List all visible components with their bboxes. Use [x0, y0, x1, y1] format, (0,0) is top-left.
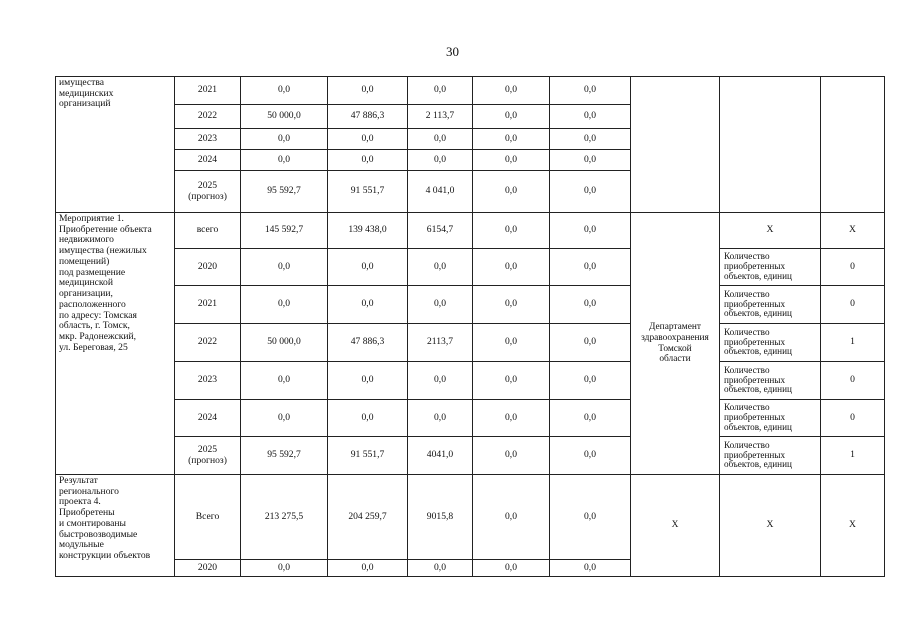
regional-cell: 0,0	[408, 286, 473, 324]
activity-name: Мероприятие 1. Приобретение объекта недвижимого имущества (нежилых помещений) под размещение медицинской организации, расположенного по адресу: Томская область, г. Томск, мкр. Радонежский, ул. Береговая, 25	[56, 213, 175, 475]
total-cell: 0,0	[241, 129, 328, 150]
total-cell: 213 275,5	[241, 475, 328, 560]
regional-cell: 0,0	[408, 150, 473, 171]
indicator-value-cell: 0	[821, 249, 885, 286]
table-row	[56, 213, 885, 249]
total-cell: 50 000,0	[241, 324, 328, 362]
total-cell: 0,0	[241, 560, 328, 577]
local-cell: 0,0	[473, 249, 550, 286]
other-cell: 0,0	[550, 400, 631, 437]
federal-cell: 91 551,7	[328, 171, 408, 213]
table-row	[56, 362, 885, 400]
year-cell: 2022	[175, 105, 241, 129]
regional-cell: 4 041,0	[408, 171, 473, 213]
local-cell: 0,0	[473, 324, 550, 362]
year-cell: 2025 (прогноз)	[175, 437, 241, 475]
federal-cell: 0,0	[328, 150, 408, 171]
year-cell: 2024	[175, 150, 241, 171]
federal-cell: 139 438,0	[328, 213, 408, 249]
indicator-value-cell: 0	[821, 286, 885, 324]
table-row	[56, 475, 885, 560]
indicator-value-cell: 1	[821, 324, 885, 362]
indicator-value-cell: 0	[821, 400, 885, 437]
federal-cell: 47 886,3	[328, 105, 408, 129]
regional-cell: 0,0	[408, 249, 473, 286]
department-cell: Х	[631, 475, 720, 577]
indicator-cell: Х	[720, 475, 821, 577]
federal-cell: 204 259,7	[328, 475, 408, 560]
local-cell: 0,0	[473, 129, 550, 150]
indicator-cell: Количество приобретенных объектов, единиц	[720, 286, 821, 324]
local-cell: 0,0	[473, 437, 550, 475]
regional-cell: 0,0	[408, 129, 473, 150]
other-cell: 0,0	[550, 105, 631, 129]
federal-cell: 0,0	[328, 249, 408, 286]
total-cell: 0,0	[241, 362, 328, 400]
local-cell: 0,0	[473, 171, 550, 213]
total-cell: 0,0	[241, 400, 328, 437]
total-cell: 0,0	[241, 286, 328, 324]
local-cell: 0,0	[473, 150, 550, 171]
department-cell	[631, 77, 720, 213]
table-row	[56, 286, 885, 324]
year-cell: 2020	[175, 249, 241, 286]
total-cell: 0,0	[241, 150, 328, 171]
federal-cell: 0,0	[328, 77, 408, 105]
regional-cell: 0,0	[408, 560, 473, 577]
other-cell: 0,0	[550, 249, 631, 286]
department-cell: Департамент здравоохранения Томской области	[631, 213, 720, 475]
local-cell: 0,0	[473, 362, 550, 400]
regional-cell: 2113,7	[408, 324, 473, 362]
local-cell: 0,0	[473, 560, 550, 577]
other-cell: 0,0	[550, 437, 631, 475]
federal-cell: 91 551,7	[328, 437, 408, 475]
local-cell: 0,0	[473, 475, 550, 560]
federal-cell: 0,0	[328, 560, 408, 577]
other-cell: 0,0	[550, 77, 631, 105]
table-row	[56, 324, 885, 362]
year-cell: 2020	[175, 560, 241, 577]
indicator-cell: Количество приобретенных объектов, единиц	[720, 249, 821, 286]
indicator-cell: Количество приобретенных объектов, единиц	[720, 437, 821, 475]
federal-cell: 0,0	[328, 400, 408, 437]
other-cell: 0,0	[550, 475, 631, 560]
table-row	[56, 400, 885, 437]
regional-cell: 0,0	[408, 77, 473, 105]
other-cell: 0,0	[550, 362, 631, 400]
federal-cell: 0,0	[328, 129, 408, 150]
total-cell: 0,0	[241, 249, 328, 286]
indicator-value-cell: Х	[821, 213, 885, 249]
other-cell: 0,0	[550, 129, 631, 150]
regional-cell: 4041,0	[408, 437, 473, 475]
regional-cell: 9015,8	[408, 475, 473, 560]
table-row	[56, 249, 885, 286]
other-cell: 0,0	[550, 150, 631, 171]
indicator-cell: Х	[720, 213, 821, 249]
local-cell: 0,0	[473, 77, 550, 105]
indicator-cell: Количество приобретенных объектов, единиц	[720, 400, 821, 437]
total-cell: 95 592,7	[241, 437, 328, 475]
regional-cell: 6154,7	[408, 213, 473, 249]
indicator-value-cell: Х	[821, 475, 885, 577]
local-cell: 0,0	[473, 400, 550, 437]
year-cell: Всего	[175, 475, 241, 560]
year-cell: 2024	[175, 400, 241, 437]
total-cell: 95 592,7	[241, 171, 328, 213]
activity-name: Результат регионального проекта 4. Приобретены и смонтированы быстровозводимые модульные конструкции объектов	[56, 475, 175, 577]
year-cell: всего	[175, 213, 241, 249]
year-cell: 2025 (прогноз)	[175, 171, 241, 213]
total-cell: 0,0	[241, 77, 328, 105]
other-cell: 0,0	[550, 286, 631, 324]
year-cell: 2021	[175, 77, 241, 105]
year-cell: 2022	[175, 324, 241, 362]
other-cell: 0,0	[550, 171, 631, 213]
other-cell: 0,0	[550, 213, 631, 249]
indicator-value-cell	[821, 77, 885, 213]
indicator-cell: Количество приобретенных объектов, единиц	[720, 362, 821, 400]
table-row	[56, 437, 885, 475]
regional-cell: 0,0	[408, 362, 473, 400]
regional-cell: 0,0	[408, 400, 473, 437]
regional-cell: 2 113,7	[408, 105, 473, 129]
local-cell: 0,0	[473, 286, 550, 324]
page-number: 30	[446, 44, 459, 59]
total-cell: 50 000,0	[241, 105, 328, 129]
year-cell: 2023	[175, 362, 241, 400]
indicator-value-cell: 1	[821, 437, 885, 475]
indicator-value-cell: 0	[821, 362, 885, 400]
year-cell: 2021	[175, 286, 241, 324]
total-cell: 145 592,7	[241, 213, 328, 249]
local-cell: 0,0	[473, 213, 550, 249]
other-cell: 0,0	[550, 324, 631, 362]
indicator-cell: Количество приобретенных объектов, единиц	[720, 324, 821, 362]
federal-cell: 47 886,3	[328, 324, 408, 362]
year-cell: 2023	[175, 129, 241, 150]
indicator-cell	[720, 77, 821, 213]
budget-table	[55, 76, 885, 577]
other-cell: 0,0	[550, 560, 631, 577]
local-cell: 0,0	[473, 105, 550, 129]
activity-name: имущества медицинских организаций	[56, 77, 175, 213]
federal-cell: 0,0	[328, 362, 408, 400]
federal-cell: 0,0	[328, 286, 408, 324]
table-row	[56, 77, 885, 105]
